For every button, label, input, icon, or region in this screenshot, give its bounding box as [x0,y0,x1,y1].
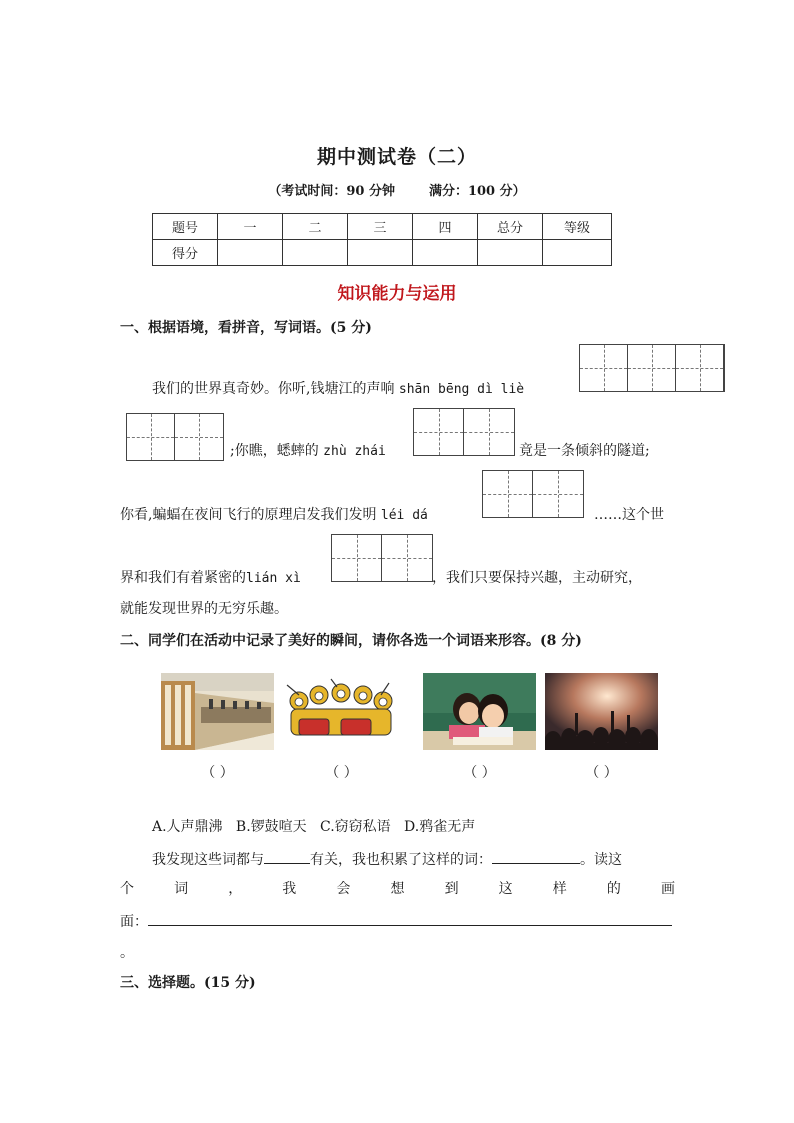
q2-title: 二、同学们在活动中记录了美好的瞬间，请你各选一个词语来形容。(8 分) [120,633,582,649]
writing-grid[interactable] [482,470,584,518]
answer-paren[interactable]: （ ） [463,765,496,781]
exam-info [0,180,794,199]
q1-line-4b: ，我们只要保持兴趣，主动研究， [432,570,642,586]
answer-paren[interactable]: （ ） [585,765,618,781]
q2-line-4: 。 [120,945,134,961]
page-title: 期中测试卷（二） [316,146,477,168]
fill-blank[interactable] [264,848,310,864]
q1-line-1: 我们的世界真奇妙。你听,钱塘江的声响 shān bēng dì liè [152,381,525,397]
score-blank-cell[interactable] [348,240,413,266]
table-cell: 四 [413,214,478,240]
concert-crowd-photo [545,673,658,750]
fill-blank[interactable] [148,910,672,926]
q1-line-3a: 你看,蝙蝠在夜间飞行的原理启发我们发明 léi dá [120,507,428,523]
score-blank-cell[interactable] [218,240,283,266]
score-blank-cell[interactable] [478,240,543,266]
score-table-score-row [153,240,612,266]
table-cell: 总分 [478,214,543,240]
q2-line-3: 面： [120,910,672,931]
table-cell: 得分 [153,240,218,266]
table-cell: 题号 [153,214,218,240]
q1-line-4a: 界和我们有着紧密的lián xì [120,570,301,586]
q2-line-1: 我发现这些词都与 有关，我也积累了这样的词： 。读这 [152,848,622,869]
word-options: A.人声鼎沸 B.锣鼓喧天 C.窃窃私语 D.鸦雀无声 [152,819,476,835]
table-cell: 一 [218,214,283,240]
writing-grid[interactable] [331,534,433,582]
section-title: 知识能力与运用 [337,284,457,304]
library-photo [161,673,274,750]
q2-line-2: 个 词 ， 我 会 想 到 这 样 的 画 [120,881,675,897]
exam-time: （考试时间：90 分钟 [268,184,395,199]
full-score: 满分：100 分） [428,184,526,199]
fill-blank[interactable] [492,848,580,864]
score-blank-cell[interactable] [283,240,348,266]
q1-line-3b: ……这个世 [594,507,664,523]
score-blank-cell[interactable] [413,240,478,266]
score-table [152,213,612,266]
table-cell: 二 [283,214,348,240]
answer-paren[interactable]: （ ） [325,765,358,781]
pinyin: zhù zhái [323,444,386,459]
score-blank-cell[interactable] [543,240,612,266]
answer-paren[interactable]: （ ） [201,765,234,781]
pinyin: shān bēng dì liè [398,382,525,397]
writing-grid[interactable] [126,413,224,461]
score-table-header-row [153,214,612,240]
writing-grid[interactable] [579,344,725,392]
table-cell: 三 [348,214,413,240]
q1-line-2b: 竟是一条倾斜的隧道; [519,443,650,459]
q1-line-2a: ;你瞧，蟋蟀的 zhù zhái [230,443,386,459]
table-cell: 等级 [543,214,612,240]
q1-title: 一、根据语境，看拼音，写词语。(5 分) [120,320,372,336]
whispering-girls-photo [423,673,536,750]
pinyin: lián xì [246,571,301,586]
drum-troupe-picture [285,673,398,750]
q3-title: 三、选择题。(15 分) [120,975,256,991]
writing-grid[interactable] [413,408,515,456]
q1-line-5: 就能发现世界的无穷乐趣。 [120,601,288,617]
pinyin: léi dá [380,508,428,523]
